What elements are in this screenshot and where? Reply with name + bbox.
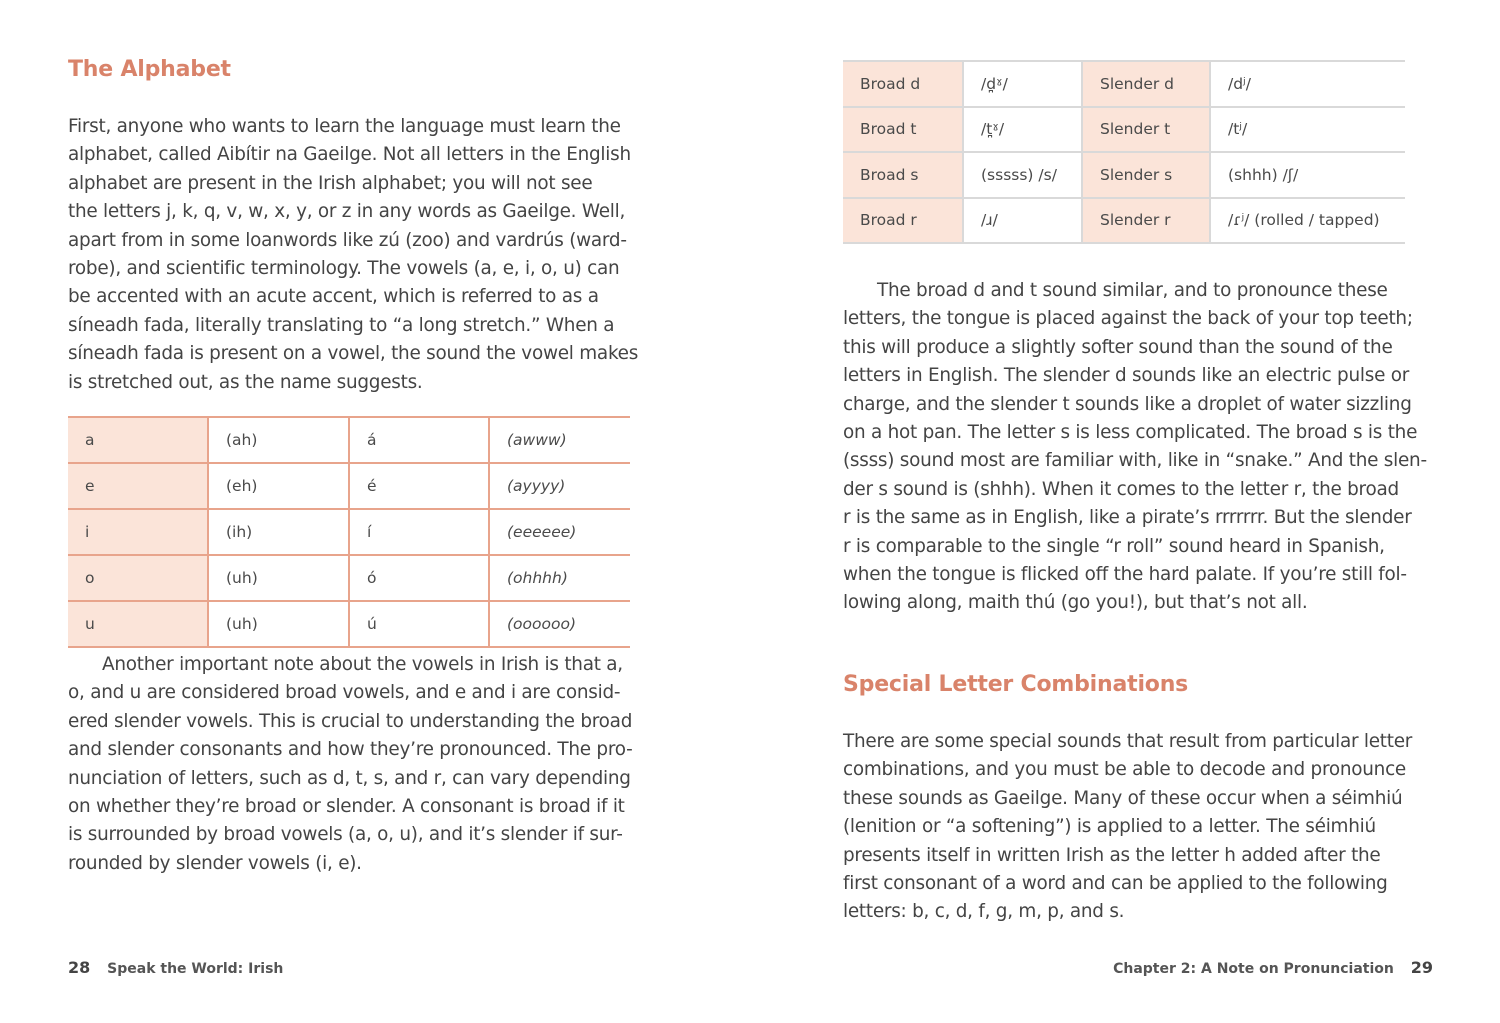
- table-cell: /tʲ/: [1210, 107, 1405, 153]
- table-row: [843, 61, 1405, 107]
- table-cell: o: [68, 555, 208, 601]
- text-line: this will produce a slightly softer sound than the sound of the: [843, 336, 1393, 358]
- text-line: on whether they’re broad or slender. A consonant is broad if it: [68, 796, 625, 818]
- text-line: The broad d and t sound similar, and to pronounce these: [877, 280, 1388, 301]
- table-cell: Slender r: [1082, 198, 1210, 244]
- table-cell: Broad t: [843, 107, 963, 153]
- text-line: lowing along, maith thú (go you!), but that’s not all.: [843, 592, 1308, 614]
- text-line: rounded by slender vowels (i, e).: [68, 852, 362, 874]
- text-line: these sounds as Gaeilge. Many of these occur when a séimhiú: [843, 787, 1403, 809]
- text-line: be accented with an acute accent, which is referred to as a: [68, 286, 599, 308]
- text-line: robe), and scientific terminology. The vowels (a, e, i, o, u) can: [68, 258, 620, 280]
- text-line: charge, and the slender t sounds like a droplet of water sizzling: [843, 393, 1412, 415]
- table-row: [68, 601, 630, 647]
- table-cell: (ih): [208, 509, 349, 555]
- table-cell: i: [68, 509, 208, 555]
- text-line: when the tongue is flicked off the hard palate. If you’re still fol-: [843, 564, 1407, 586]
- text-line: combinations, and you must be able to decode and pronounce: [843, 759, 1406, 781]
- right-page: [843, 0, 1433, 1023]
- special-combinations-heading: Special Letter Combinations: [843, 672, 1189, 697]
- table-cell: a: [68, 417, 208, 463]
- vowel-table: [68, 416, 630, 648]
- table-row: [843, 152, 1405, 198]
- text-line: o, and u are considered broad vowels, and e and i are consid-: [68, 682, 621, 704]
- text-line: r is comparable to the single “r roll” sound heard in Spanish,: [843, 535, 1385, 557]
- text-line: on a hot pan. The letter s is less complicated. The broad s is the: [843, 422, 1418, 444]
- right-footer: [1113, 958, 1433, 977]
- left-page: [68, 0, 652, 1023]
- text-line: alphabet are present in the Irish alphabet; you will not see: [68, 172, 593, 194]
- table-cell: (eh): [208, 463, 349, 509]
- text-line: and slender consonants and how they’re pronounced. The pro-: [68, 739, 633, 761]
- table-cell: (oooooo): [489, 601, 630, 647]
- table-cell: /dʲ/: [1210, 61, 1405, 107]
- table-row: [68, 417, 630, 463]
- text-line: (ssss) sound most are familiar with, like in “snake.” And the slen-: [843, 450, 1427, 472]
- table-cell: (ohhhh): [489, 555, 630, 601]
- table-cell: /ɹ/: [963, 198, 1082, 244]
- consonant-table: [843, 60, 1405, 244]
- text-line: síneadh fada is present on a vowel, the sound the vowel makes: [68, 343, 639, 365]
- table-cell: (uh): [208, 601, 349, 647]
- table-cell: /d̪ˠ/: [963, 61, 1082, 107]
- text-line: letters: b, c, d, f, g, m, p, and s.: [843, 901, 1125, 923]
- table-cell: e: [68, 463, 208, 509]
- text-line: alphabet, called Aibítir na Gaeilge. Not all letters in the English: [68, 144, 631, 166]
- table-cell: á: [349, 417, 489, 463]
- text-line: (lenition or “a softening”) is applied to a letter. The séimhiú: [843, 816, 1376, 838]
- text-line: Another important note about the vowels in Irish is that a,: [102, 654, 623, 675]
- table-cell: /ɾʲ/ (rolled / tapped): [1210, 198, 1405, 244]
- table-cell: Slender d: [1082, 61, 1210, 107]
- table-row: [843, 198, 1405, 244]
- text-line: presents itself in written Irish as the letter h added after the: [843, 844, 1381, 866]
- table-cell: ó: [349, 555, 489, 601]
- text-line: nunciation of letters, such as d, t, s, and r, can vary depending: [68, 767, 631, 789]
- text-line: letters, the tongue is placed against the back of your top teeth;: [843, 308, 1413, 330]
- page-number: 28: [68, 958, 91, 977]
- text-line: is stretched out, as the name suggests.: [68, 371, 423, 393]
- consonant-paragraph: [843, 277, 1427, 618]
- alphabet-paragraph: [68, 113, 638, 397]
- table-cell: (ayyyy): [489, 463, 630, 509]
- table-cell: é: [349, 463, 489, 509]
- running-title: Chapter 2: A Note on Pronunciation: [1113, 961, 1394, 977]
- table-cell: Broad d: [843, 61, 963, 107]
- table-cell: (ah): [208, 417, 349, 463]
- table-cell: (eeeeee): [489, 509, 630, 555]
- table-row: [68, 509, 630, 555]
- text-line: There are some special sounds that result from particular letter: [843, 731, 1413, 752]
- broad-slender-paragraph: [68, 651, 633, 878]
- text-line: síneadh fada, literally translating to “a long stretch.” When a: [68, 314, 615, 336]
- table-cell: í: [349, 509, 489, 555]
- text-line: is surrounded by broad vowels (a, o, u), and it’s slender if sur-: [68, 824, 623, 846]
- text-line: apart from in some loanwords like zú (zoo) and vardrús (ward-: [68, 229, 627, 251]
- table-row: [843, 107, 1405, 153]
- text-line: the letters j, k, q, v, w, x, y, or z in any words as Gaeilge. Well,: [68, 201, 626, 223]
- table-row: [68, 463, 630, 509]
- table-cell: (uh): [208, 555, 349, 601]
- text-line: der s sound is (shhh). When it comes to the letter r, the broad: [843, 478, 1399, 500]
- table-cell: ú: [349, 601, 489, 647]
- text-line: letters in English. The slender d sounds like an electric pulse or: [843, 365, 1410, 387]
- table-cell: Broad r: [843, 198, 963, 244]
- alphabet-heading: The Alphabet: [68, 57, 231, 82]
- table-cell: (awww): [489, 417, 630, 463]
- table-cell: (sssss) /s/: [963, 152, 1082, 198]
- running-title: Speak the World: Irish: [107, 961, 284, 977]
- special-combinations-paragraph: [843, 728, 1412, 927]
- page-number: 29: [1410, 958, 1433, 977]
- table-cell: Broad s: [843, 152, 963, 198]
- text-line: r is the same as in English, like a pirate’s rrrrrrr. But the slender: [843, 507, 1412, 529]
- text-line: First, anyone who wants to learn the language must learn the: [68, 116, 621, 137]
- table-cell: /t̪ˠ/: [963, 107, 1082, 153]
- table-cell: Slender t: [1082, 107, 1210, 153]
- text-line: ered slender vowels. This is crucial to understanding the broad: [68, 710, 633, 732]
- text-line: first consonant of a word and can be applied to the following: [843, 873, 1388, 895]
- table-cell: u: [68, 601, 208, 647]
- table-cell: (shhh) /ʃ/: [1210, 152, 1405, 198]
- table-row: [68, 555, 630, 601]
- table-cell: Slender s: [1082, 152, 1210, 198]
- left-footer: [68, 958, 283, 977]
